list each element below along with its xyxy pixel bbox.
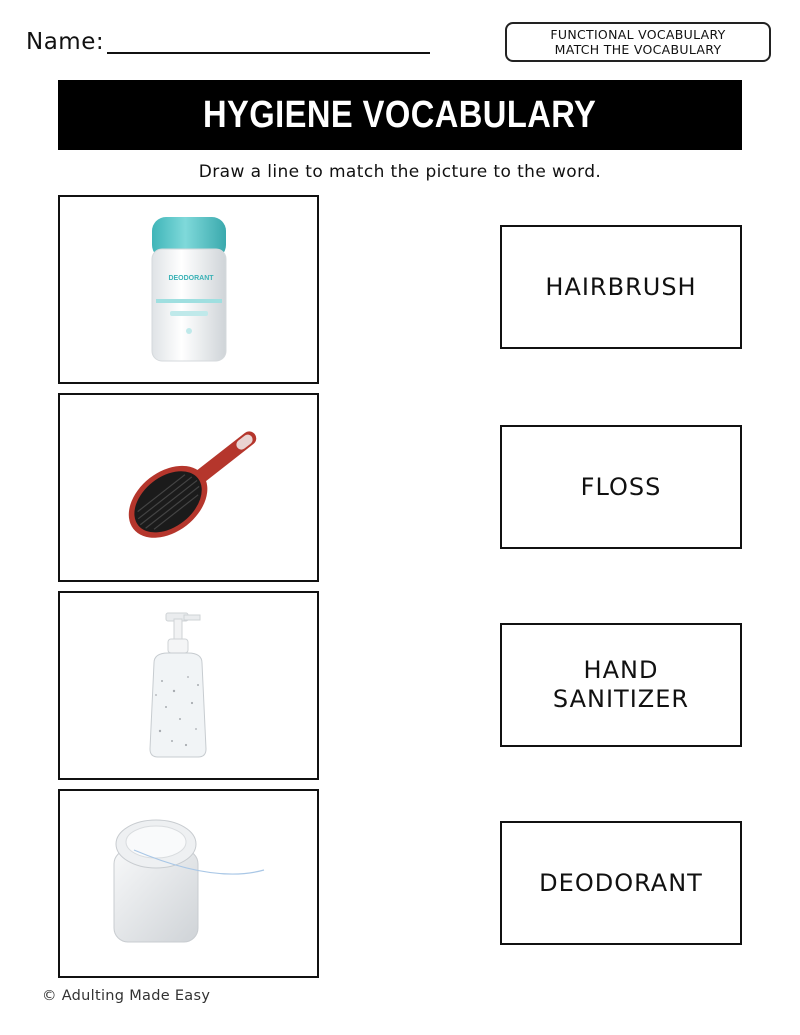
tag-line-2: MATCH THE VOCABULARY (554, 42, 722, 57)
picture-box-4[interactable] (58, 789, 319, 978)
name-label: Name: (26, 29, 105, 55)
worksheet-tag (505, 22, 771, 62)
title-bar (58, 80, 742, 150)
word-box-floss[interactable]: FLOSS (500, 425, 742, 549)
instructions: Draw a line to match the picture to the word. (198, 162, 602, 182)
picture-box-1[interactable] (58, 195, 319, 384)
word-box-deodorant[interactable]: DEODORANT (500, 821, 742, 945)
word-box-hand-sanitizer[interactable]: HAND SANITIZER (500, 623, 742, 747)
picture-box-3[interactable] (58, 591, 319, 780)
picture-box-2[interactable] (58, 393, 319, 582)
floss-icon (104, 814, 274, 954)
page-title: HYGIENE VOCABULARY (203, 93, 597, 136)
hand-sanitizer-icon (144, 611, 234, 761)
name-line[interactable] (107, 52, 430, 54)
footer-copyright: © Adulting Made Easy (42, 988, 211, 1004)
deodorant-icon (144, 215, 234, 365)
deodorant-product-label: DEODORANT (168, 275, 214, 282)
word-box-hairbrush[interactable]: HAIRBRUSH (500, 225, 742, 349)
tag-line-1: FUNCTIONAL VOCABULARY (550, 27, 726, 42)
hairbrush-icon (114, 423, 264, 553)
